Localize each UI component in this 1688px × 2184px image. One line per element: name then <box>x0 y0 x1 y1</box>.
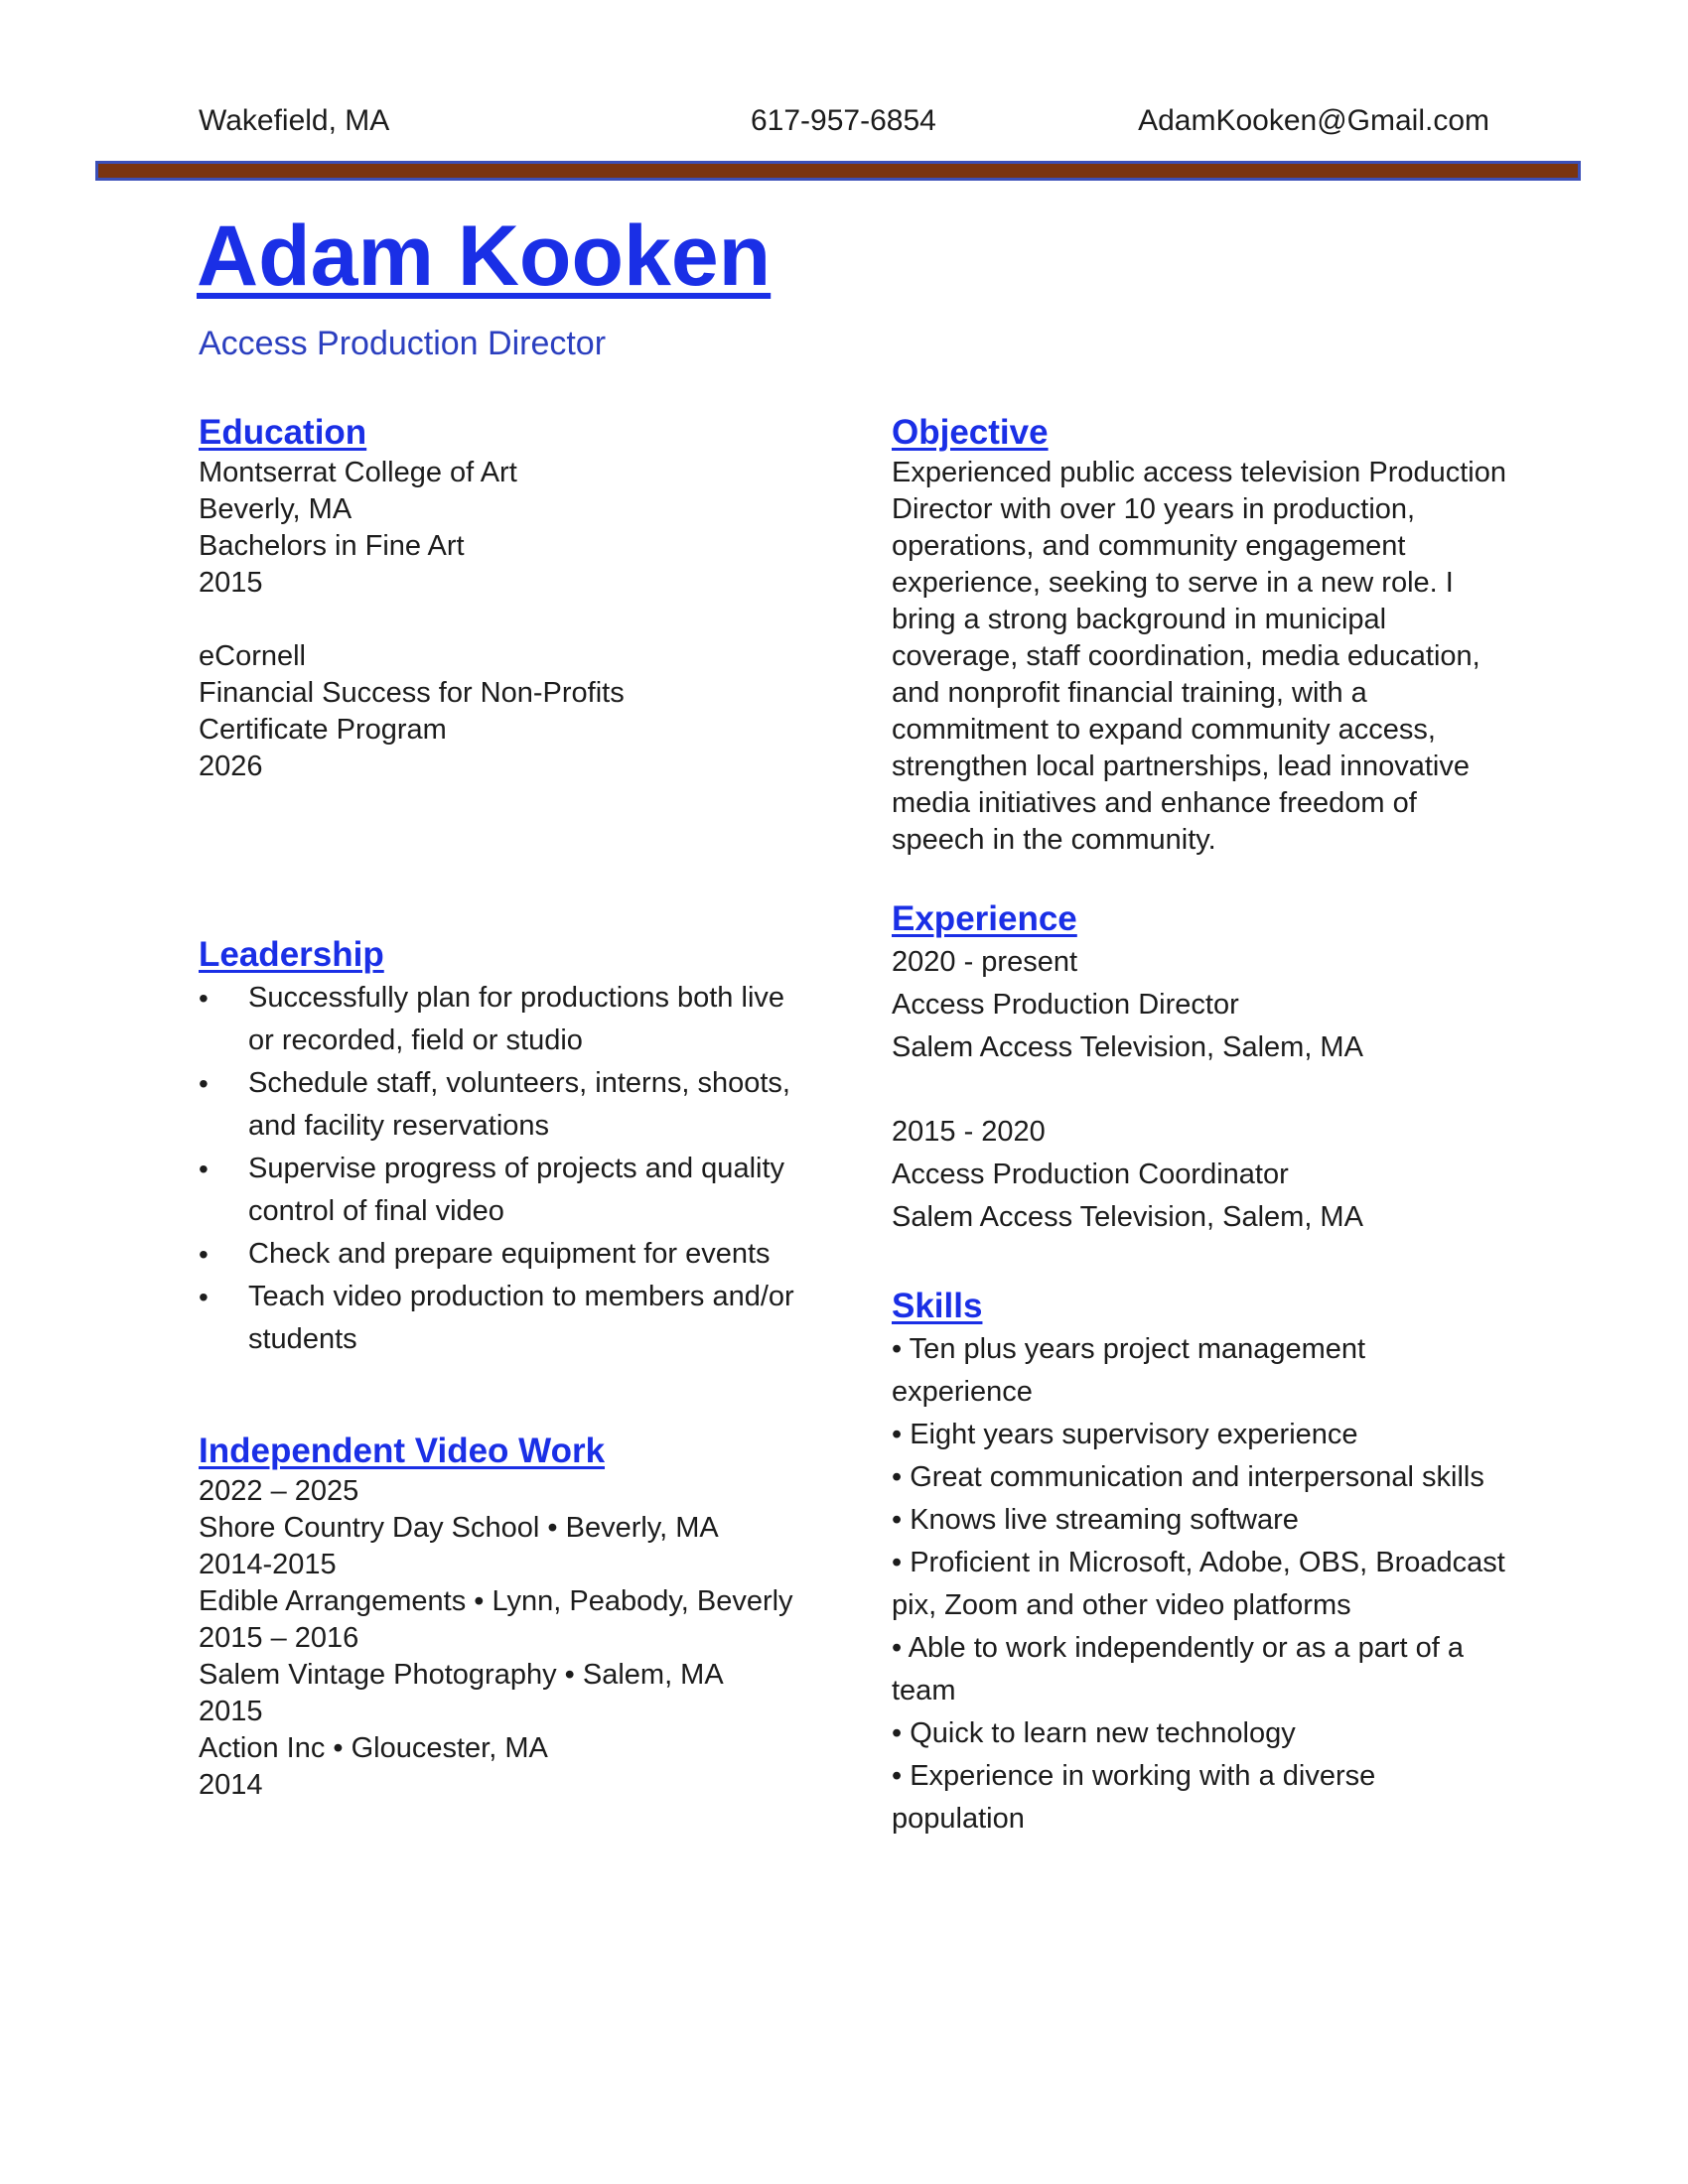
candidate-title: Access Production Director <box>199 325 607 362</box>
skills-section <box>892 1285 1507 1841</box>
education-heading: Education <box>199 413 367 452</box>
leadership-item: • Schedule staff, volunteers, interns, shoots, and facility reservations <box>199 1062 814 1148</box>
education-program: Financial Success for Non-Profits <box>199 677 625 709</box>
bullet-icon: • <box>199 1068 209 1099</box>
leadership-heading: Leadership <box>199 935 384 974</box>
independent-line: 2014-2015 <box>199 1549 337 1580</box>
experience-employer: Salem Access Television, Salem, MA <box>892 1201 1363 1233</box>
skill-line: • Great communication and interpersonal skills <box>892 1461 1484 1493</box>
independent-line: 2014 <box>199 1769 263 1801</box>
objective-section <box>892 411 1507 859</box>
experience-entry <box>892 941 1507 1069</box>
independent-line: Salem Vintage Photography • Salem, MA <box>199 1659 724 1691</box>
skill-line: • Eight years supervisory experience <box>892 1419 1358 1450</box>
bullet-icon: • <box>199 983 209 1014</box>
education-school: Montserrat College of Art <box>199 457 517 488</box>
candidate-name: Adam Kooken <box>197 208 772 304</box>
objective-text: Experienced public access television Production Director with over 10 years in production, operations, and community engagement experience, seeking to serve in a new role. I bring a strong background in municipal coverage, staff coordination, media education, and nonprofit financial training, with a commitment to expand community access, strengthen local partnerships, lead innovative media initiatives and enhance freedom of speech in the community. <box>892 457 1507 856</box>
skill-line: • Able to work independently or as a part of a <box>892 1632 1465 1664</box>
contact-row <box>199 101 1489 141</box>
independent-line: 2015 <box>199 1696 263 1727</box>
experience-role: Access Production Coordinator <box>892 1159 1289 1190</box>
education-location: Beverly, MA <box>199 493 352 525</box>
independent-line: Edible Arrangements • Lynn, Peabody, Beverly <box>199 1585 793 1617</box>
independent-line: Action Inc • Gloucester, MA <box>199 1732 548 1764</box>
education-school: eCornell <box>199 640 306 672</box>
education-year: 2015 <box>199 567 263 599</box>
bullet-icon: • <box>199 1239 209 1270</box>
leadership-section <box>199 933 814 1361</box>
experience-employer: Salem Access Television, Salem, MA <box>892 1031 1363 1063</box>
skill-line: • Quick to learn new technology <box>892 1717 1296 1749</box>
bullet-icon: • <box>199 1154 209 1184</box>
experience-heading: Experience <box>892 899 1077 938</box>
leadership-item: • Check and prepare equipment for events <box>199 1233 814 1276</box>
education-entry <box>199 455 814 602</box>
education-degree: Bachelors in Fine Art <box>199 530 465 562</box>
experience-section <box>892 897 1507 1239</box>
skill-line: • Experience in working with a diverse <box>892 1760 1376 1792</box>
skill-line: • Proficient in Microsoft, Adobe, OBS, Broadcast <box>892 1547 1505 1578</box>
skill-line: • Knows live streaming software <box>892 1504 1299 1536</box>
leadership-item: • Supervise progress of projects and quality control of final video <box>199 1148 814 1233</box>
experience-entry <box>892 1111 1507 1239</box>
independent-section <box>199 1430 814 1804</box>
contact-city: Wakefield, MA <box>199 104 390 137</box>
education-year: 2026 <box>199 751 263 782</box>
skill-line: pix, Zoom and other video platforms <box>892 1589 1351 1621</box>
objective-heading: Objective <box>892 413 1049 452</box>
leadership-item: • Teach video production to members and/or students <box>199 1276 814 1361</box>
skill-line: population <box>892 1803 1025 1835</box>
independent-line: Shore Country Day School • Beverly, MA <box>199 1512 719 1544</box>
leadership-list <box>199 977 814 1361</box>
independent-heading: Independent Video Work <box>199 1432 606 1470</box>
leadership-item: • Successfully plan for productions both live or recorded, field or studio <box>199 977 814 1062</box>
experience-role: Access Production Director <box>892 989 1239 1021</box>
skills-heading: Skills <box>892 1287 983 1325</box>
independent-line: 2022 – 2025 <box>199 1475 359 1507</box>
contact-phone: 617-957-6854 <box>751 104 936 137</box>
experience-dates: 2020 - present <box>892 946 1078 978</box>
skill-line: team <box>892 1675 956 1706</box>
experience-dates: 2015 - 2020 <box>892 1116 1046 1148</box>
bullet-icon: • <box>199 1282 209 1312</box>
education-entry <box>199 638 814 785</box>
header-divider <box>95 161 1581 181</box>
education-degree: Certificate Program <box>199 714 447 746</box>
contact-email: AdamKooken@Gmail.com <box>1138 104 1489 137</box>
skill-line: • Ten plus years project management <box>892 1333 1366 1365</box>
independent-line: 2015 – 2016 <box>199 1622 359 1654</box>
skill-line: experience <box>892 1376 1033 1408</box>
education-section <box>199 411 814 785</box>
